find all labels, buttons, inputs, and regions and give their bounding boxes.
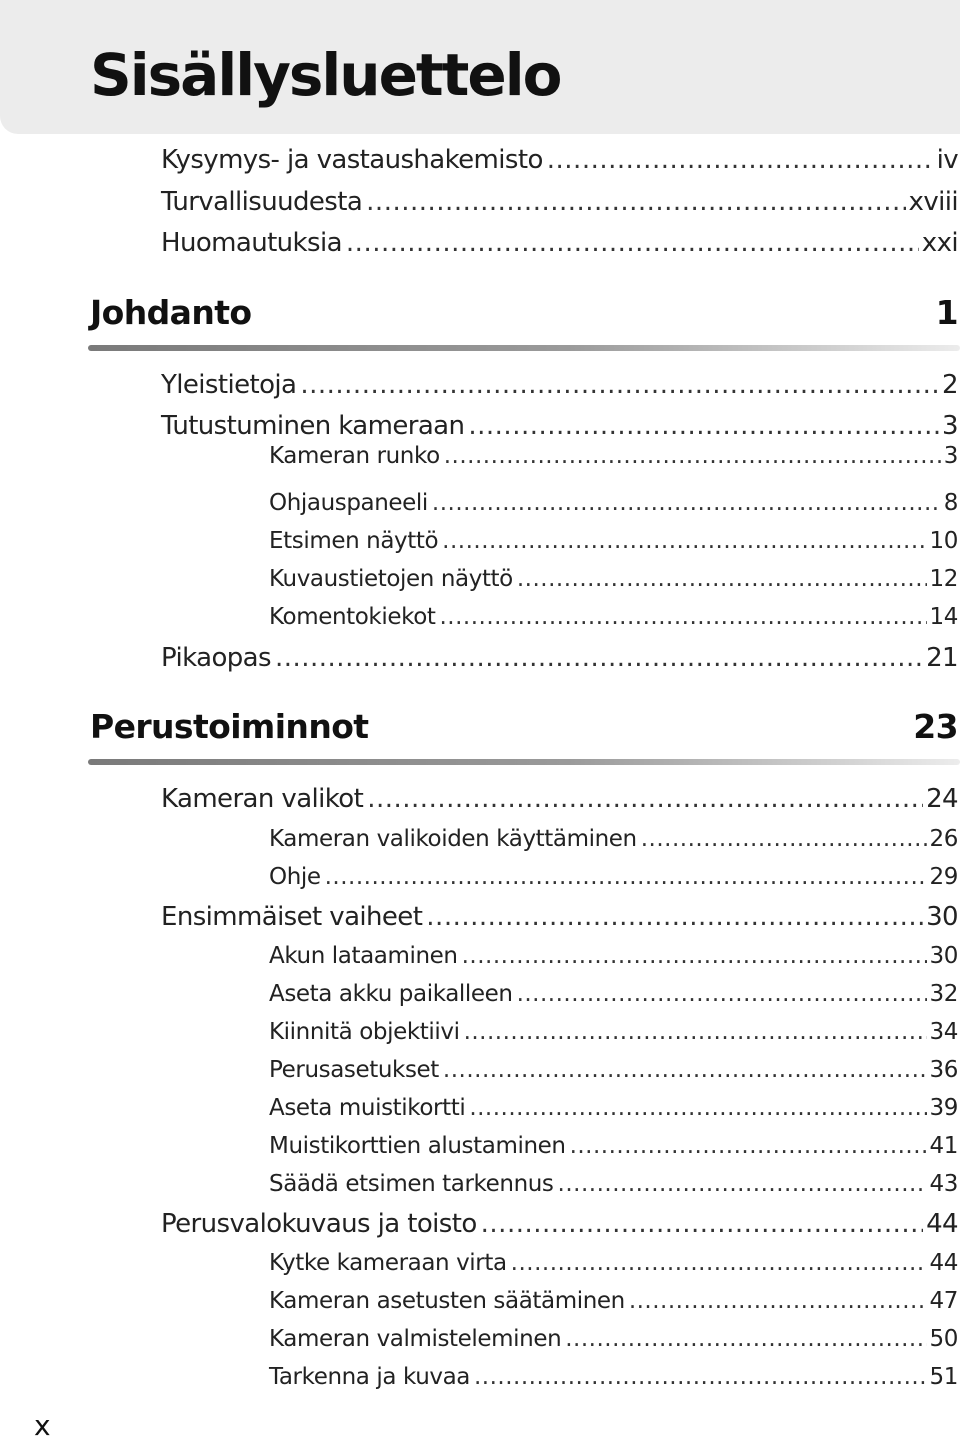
toc-entry-page: 2 (942, 370, 958, 400)
toc-entry-page: 30 (929, 943, 958, 969)
toc-entry-page: 50 (929, 1326, 958, 1352)
dot-leader (558, 1171, 927, 1197)
toc-subentry[interactable] (269, 1171, 958, 1197)
toc-entry-label: Kytke kameraan virta (269, 1250, 507, 1276)
toc-subentry[interactable] (269, 1250, 958, 1276)
chapter-rule (88, 759, 960, 765)
dot-leader (325, 864, 927, 890)
toc-entry-qa-index[interactable] (161, 146, 958, 176)
dot-leader (464, 1019, 927, 1045)
chapter-heading-johdanto[interactable] (90, 293, 958, 332)
toc-entry-page: 3 (943, 443, 958, 469)
toc-subentry[interactable] (269, 604, 958, 630)
toc-subentry[interactable] (269, 1095, 958, 1121)
toc-subentry[interactable] (269, 864, 958, 890)
toc-entry-label: Säädä etsimen tarkennus (269, 1171, 554, 1197)
dot-leader (443, 1057, 927, 1083)
dot-leader (517, 566, 927, 592)
toc-entry-page: xxi (921, 228, 958, 258)
toc-entry-page: 44 (929, 1250, 958, 1276)
toc-subentry[interactable] (269, 1019, 958, 1045)
toc-entry-label: Huomautuksia (161, 228, 342, 258)
toc-entry-label: Ohje (269, 864, 321, 890)
toc-entry-label: Ohjauspaneeli (269, 490, 428, 516)
dot-leader (565, 1326, 926, 1352)
toc-entry-page: 10 (929, 528, 958, 554)
toc-entry[interactable] (161, 785, 958, 815)
toc-entry-label: Kameran valikoiden käyttäminen (269, 826, 637, 852)
toc-entry-label: Pikaopas (161, 643, 271, 673)
toc-entry-page: 24 (926, 784, 958, 814)
toc-entry-label: Kameran valmisteleminen (269, 1326, 562, 1352)
chapter-title: Johdanto (90, 293, 252, 332)
toc-entry-label: Komentokiekot (269, 604, 436, 630)
dot-leader (570, 1133, 927, 1159)
toc-entry-label: Tutustuminen kameraan (161, 411, 465, 441)
toc-entry-page: 34 (929, 1019, 958, 1045)
toc-entry-label: Kameran runko (269, 443, 440, 469)
toc-entry[interactable] (161, 412, 958, 442)
dot-leader (442, 528, 926, 554)
toc-entry-page: 3 (942, 411, 958, 441)
dot-leader (366, 188, 905, 218)
toc-subentry[interactable] (269, 1364, 958, 1390)
toc-subentry[interactable] (269, 981, 958, 1007)
dot-leader (547, 146, 934, 176)
chapter-title: Perustoiminnot (90, 707, 369, 746)
toc-entry-label: Muistikorttien alustaminen (269, 1133, 566, 1159)
toc-entry-label: Kysymys- ja vastaushakemisto (161, 145, 543, 175)
toc-entry[interactable] (161, 903, 958, 933)
dot-leader (367, 785, 923, 815)
chapter-rule (88, 345, 960, 351)
toc-entry-page: 39 (929, 1095, 958, 1121)
toc-entry[interactable] (161, 371, 958, 401)
toc-entry[interactable] (161, 1210, 958, 1240)
chapter-page: 1 (935, 293, 958, 332)
toc-entry-page: 8 (943, 490, 958, 516)
toc-entry-page: iv (936, 145, 958, 175)
toc-entry-page: 14 (929, 604, 958, 630)
toc-entry-label: Tarkenna ja kuvaa (269, 1364, 470, 1390)
dot-leader (469, 1095, 926, 1121)
toc-subentry[interactable] (269, 1326, 958, 1352)
toc-entry-label: Etsimen näyttö (269, 528, 439, 554)
dot-leader (517, 981, 927, 1007)
toc-entry-label: Turvallisuudesta (161, 187, 363, 217)
dot-leader (444, 443, 941, 469)
toc-entry-label: Kuvaustietojen näyttö (269, 566, 513, 592)
toc-entry-page: 44 (926, 1209, 958, 1239)
toc-entry-page: 21 (926, 643, 958, 673)
toc-entry-label: Akun lataaminen (269, 943, 458, 969)
toc-entry-label: Yleistietoja (161, 370, 297, 400)
toc-subentry[interactable] (269, 528, 958, 554)
dot-leader (468, 412, 939, 442)
toc-entry-notices[interactable] (161, 229, 958, 259)
toc-entry-page: 32 (929, 981, 958, 1007)
toc-subentry[interactable] (269, 1133, 958, 1159)
toc-entry-page: 26 (929, 826, 958, 852)
toc-entry-page: 43 (929, 1171, 958, 1197)
toc-entry-label: Kiinnitä objektiivi (269, 1019, 460, 1045)
toc-entry-page: 29 (929, 864, 958, 890)
toc-subentry[interactable] (269, 1057, 958, 1083)
toc-subentry[interactable] (269, 943, 958, 969)
toc-entry-label: Aseta akku paikalleen (269, 981, 513, 1007)
dot-leader (474, 1364, 927, 1390)
toc-entry-label: Kameran asetusten säätäminen (269, 1288, 625, 1314)
toc-subentry[interactable] (269, 1288, 958, 1314)
toc-entry-page: 12 (929, 566, 958, 592)
dot-leader (462, 943, 927, 969)
toc-entry-label: Aseta muistikortti (269, 1095, 466, 1121)
toc-subentry[interactable] (269, 443, 958, 469)
toc-entry-safety[interactable] (161, 188, 958, 218)
dot-leader (439, 604, 926, 630)
dot-leader (275, 644, 923, 674)
toc-entry[interactable] (161, 644, 958, 674)
toc-entry-page: 47 (929, 1288, 958, 1314)
dot-leader (481, 1210, 923, 1240)
toc-entry-page: 30 (926, 902, 958, 932)
toc-entry-page: 51 (929, 1364, 958, 1390)
dot-leader (300, 371, 939, 401)
page-title: Sisällysluettelo (90, 41, 561, 109)
toc-entry-page: 41 (929, 1133, 958, 1159)
toc-subentry[interactable] (269, 566, 958, 592)
chapter-page: 23 (913, 707, 958, 746)
dot-leader (346, 229, 919, 259)
dot-leader (511, 1250, 927, 1276)
page-folio: x (34, 1409, 51, 1442)
dot-leader (641, 826, 927, 852)
toc-entry-page: 36 (929, 1057, 958, 1083)
toc-entry-label: Perusasetukset (269, 1057, 439, 1083)
dot-leader (629, 1288, 927, 1314)
dot-leader (426, 903, 923, 933)
chapter-heading-perustoiminnot[interactable] (90, 707, 958, 746)
dot-leader (432, 490, 941, 516)
toc-entry-page: xviii (908, 187, 958, 217)
toc-entry-label: Kameran valikot (161, 784, 364, 814)
toc-subentry[interactable] (269, 826, 958, 852)
toc-subentry[interactable] (269, 490, 958, 516)
toc-entry-label: Perusvalokuvaus ja toisto (161, 1209, 477, 1239)
toc-entry-label: Ensimmäiset vaiheet (161, 902, 423, 932)
